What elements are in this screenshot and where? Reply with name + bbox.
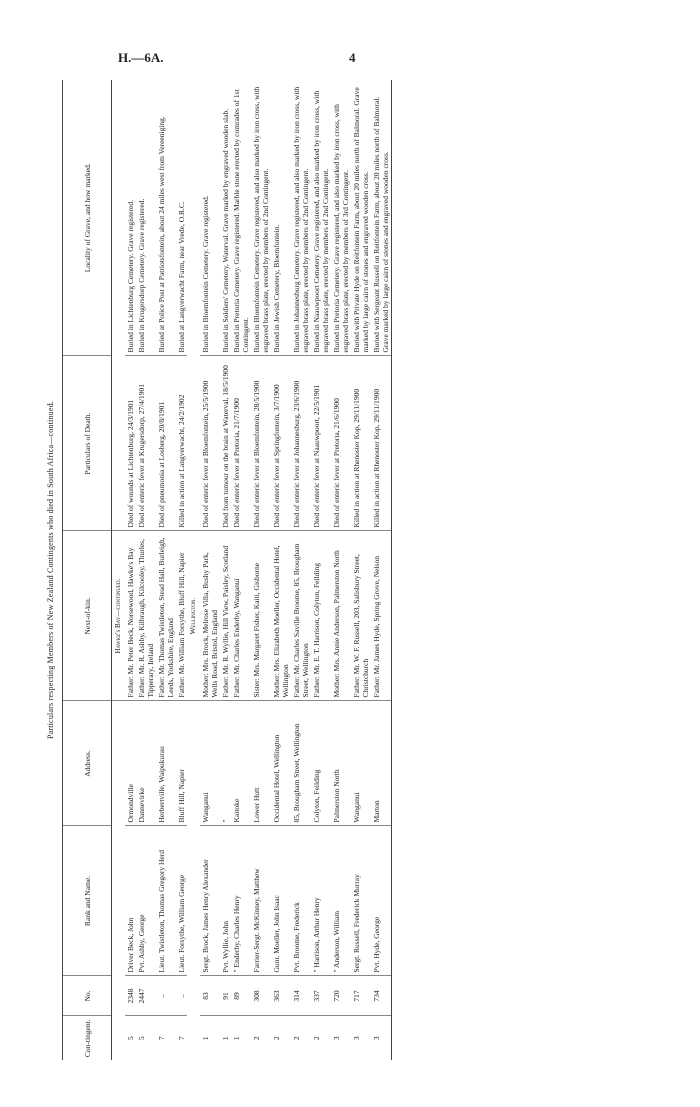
document-code: H.—6A. [118,50,164,65]
cell-no: .. [156,976,176,1016]
cell-grave: Buried in Pretoria Cemetery. Grave registered. Marble stone erected by comrades of 1st Contingent. [231,80,251,356]
col-address: Address. [63,701,112,826]
cell-no: 720 [331,976,351,1016]
cell-address: Occidental Hotel, Wellington [271,701,291,826]
cell-contingent: 1 [201,1036,210,1041]
cell-name: Pvt. Broome, Frederick [291,826,311,976]
table-row [176,80,187,1060]
cell-no: 363 [271,976,291,1016]
cell-address: Dannevirke [136,701,156,826]
cell-contingent: 5 [126,1036,135,1041]
cell-contingent: 7 [177,1036,186,1041]
cell-no: 308 [251,976,271,1016]
cell-address: Herbertville, Waipukurau [156,701,176,826]
cell-grave: Buried in Soldiers' Cemetery, Waterval. Grave marked by engraved wooden slab. [220,80,231,356]
cell-address: Kaitoke [231,701,251,826]
cell-kin: Father: Mr. R. Ashby, Kilbraugh, Kilcooley, Thurles, Tipperary, Ireland [136,531,156,701]
cell-address: Colyton, Feilding [311,701,331,826]
cell-contingent: 2 [312,1036,321,1041]
blank-cell [112,80,126,531]
cell-grave: Buried in Bloemfontein Cemetery. Grave registered, and also marked by iron cross, with engraved brass plate, erected by members of 2nd Contingent. [251,80,271,356]
col-particulars-death: Particulars of Death. [63,356,112,531]
table-row [136,80,156,1060]
table-row [156,80,176,1060]
cell-grave: Buried in Krugersdorp Cemetery. Grave registered. [136,80,156,356]
group-heading-row [187,80,200,1060]
cell-grave: Buried with Private Hyde on Reitfontein Farm, about 20 miles north of Balmoral. Grave marked by large cairn of stones and engraved wooden cross. [351,80,371,356]
table-row [220,80,231,1060]
cell-name: Sergt. Russell, Frederick Murray [351,826,371,976]
cell-no: 89 [231,976,251,1016]
cell-grave: Buried at Police Post at Patriotsfontein, about 24 miles west from Vereeniging. [156,80,176,356]
cell-contingent: 3 [352,1036,361,1041]
cell-address: Bluff Hill, Napier [176,701,187,826]
col-rank-name: Rank and Name. [63,826,112,976]
group-heading: Hawke's Bay—continued. [112,531,126,701]
blank-cell [187,80,200,531]
rotated-table-region [40,80,640,1060]
cell-no: 2348 [125,976,136,1016]
cell-grave: Buried in Bloemfontein Cemetery. Grave registered. [200,80,220,356]
blank-cell [112,701,126,1060]
cell-contingent: 2 [292,1036,301,1041]
cell-address: 85, Brougham Street, Wellington [291,701,311,826]
cell-grave: Buried with Sergeant Russell on Reitfontein Farm, about 20 miles north of Balmoral. Grave marked by large cairn of stones and engraved wooden cross. [371,80,392,356]
cell-contingent: 5 [137,1036,146,1041]
cell-grave: Buried in Lichtenburg Cemetery. Grave registered. [125,80,136,356]
cell-no: 2447 [136,976,156,1016]
cell-no: 314 [291,976,311,1016]
cell-address: Lower Hutt [251,701,271,826]
cell-kin: Father: Mr. Thomas Twistleton, Stead Hall, Burleigh, Leeds, Yorkshire, England [156,531,176,701]
cell-name: Driver Beck, John [125,826,136,976]
table-body [112,80,392,1060]
cell-contingent: 2 [272,1036,281,1041]
cell-no: 91 [220,976,231,1016]
cell-death: Died of enteric fever at Krugersdorp, 27/4/1901 [136,356,156,531]
cell-name: " Enderby, Charles Henry [231,826,251,976]
col-grave-locality: Locality of Grave, and how marked. [63,80,112,356]
cell-kin: Father: Mr. W. F. Russell, 203, Salisbury Street, Christchurch [351,531,371,701]
cell-name: Pvt. Hyde, George [371,826,392,976]
cell-name: Pvt. Ashby, George [136,826,156,976]
col-contingent: Con-tingent. [63,1016,112,1060]
table-row [231,80,251,1060]
cell-death: Died of enteric fever at Pretoria, 21/6/1900 [331,356,351,531]
cell-contingent: 7 [157,1036,166,1041]
cell-death: Died of wounds at Lichtenburg, 24/3/1901 [125,356,136,531]
cell-grave: Buried in Johannesburg Cemetery. Grave registered, and also marked by iron cross, with engraved brass plate, erected by members of 2nd Contingent. [291,80,311,356]
cell-kin: Mother: Mrs. Elizabeth Moeller, Occidental Hotel, Wellington [271,531,291,701]
cell-death: Died of enteric fever at Springfontein, 3/7/1900 [271,356,291,531]
cell-address: Wanganui [351,701,371,826]
table-row [311,80,331,1060]
cell-no: .. [176,976,187,1016]
cell-address: Wanganui [200,701,220,826]
cell-name: Lieut. Twistleton, Thomas Gregory Herd [156,826,176,976]
cell-death: Killed in action at Langverwacht, 24/2/1902 [176,356,187,531]
casualty-table [62,80,392,1060]
group-heading: Wellington. [187,531,200,701]
table-row [271,80,291,1060]
cell-kin: Father: Mr. R. Wyllie, Hill View, Paisley, Scotland [220,531,231,701]
cell-death: Died from tumour on the brain at Waterval, 18/5/1900 [220,356,231,531]
cell-contingent: 1 [232,1036,241,1041]
blank-cell [187,701,200,1060]
cell-name: Farrier-Sergt. McKinney, Matthew [251,826,271,976]
cell-kin: Mother: Mrs. Annie Anderson, Palmerston North [331,531,351,701]
cell-kin: Father: Mr. E. T. Harrison, Colyton, Feilding [311,531,331,701]
cell-grave: Buried at Langverwacht Farm, near Vrede, O.R.C. [176,80,187,356]
group-heading-row [112,80,126,1060]
col-no: No. [63,976,112,1016]
cell-death: Died of enteric fever at Pretoria, 21/7/1900 [231,356,251,531]
cell-contingent: 2 [252,1036,261,1041]
cell-death: Died of enteric fever at Bloemfontein, 25/5/1900 [200,356,220,531]
cell-contingent: 1 [221,1036,230,1041]
cell-address: " [220,701,231,826]
cell-grave: Buried in Pretoria Cemetery. Grave registered, and also marked by iron cross, with engraved brass plate, erected by members of 3rd Contingent. [331,80,351,356]
cell-no: 83 [200,976,220,1016]
cell-name: " Anderson, William [331,826,351,976]
cell-kin: Father: Mr. James Hyde, Spring Grove, Nelson [371,531,392,701]
cell-death: Killed in action at Rhenoster Kop, 29/11/1900 [371,356,392,531]
cell-address: Marton [371,701,392,826]
table-row [251,80,271,1060]
col-next-of-kin: Next-of-kin. [63,531,112,701]
cell-no: 717 [351,976,371,1016]
cell-name: Gunr. Moeller, John Isaac [271,826,291,976]
cell-name: " Harrison, Arthur Henry [311,826,331,976]
cell-name: Lieut. Forsythe, William George [176,826,187,976]
cell-kin: Father: Mr. Charles Saville Broome, 85, Brougham Street, Wellington [291,531,311,701]
cell-grave: Buried in Naauwpoort Cemetery. Grave registered, and also marked by iron cross, with engraved brass plate, erected by members of 2nd Contingent. [311,80,331,356]
cell-name: Sergt. Brock, James Henry Alexander [200,826,220,976]
page-number: 4 [349,50,356,65]
cell-grave: Buried in Jewish Cemetery, Bloemfontein. [271,80,291,356]
cell-contingent: 3 [332,1036,341,1041]
cell-no: 337 [311,976,331,1016]
table-title: Particulars respecting Members of New Zealand Contingents who died in South Africa—continued. [46,400,55,740]
cell-kin: Sister: Mrs. Margaret Fisher, Kaiti, Gisborne [251,531,271,701]
table-row [291,80,311,1060]
table-row [125,80,136,1060]
cell-name: Pvt. Wyllie, John [220,826,231,976]
cell-death: Killed in action at Rhenoster Kop, 29/11/1900 [351,356,371,531]
table-row [351,80,371,1060]
cell-kin: Mother: Mrs. Brock, Melrose Villa, Bushy Park, Wells Road, Bristol, England [200,531,220,701]
cell-address: Ormondville [125,701,136,826]
cell-kin: Father: Mr. William Forsythe, Bluff Hill, Napier [176,531,187,701]
cell-kin: Father: Mr. Peter Beck, Norsewood, Hawke's Bay [125,531,136,701]
cell-death: Died of enteric fever at Naauwpoort, 22/5/1901 [311,356,331,531]
table-row [200,80,220,1060]
cell-address: Palmerston North [331,701,351,826]
table-row [371,80,392,1060]
cell-contingent: 3 [371,1016,392,1060]
cell-death: Died of pneumonia at Losberg, 20/8/1901 [156,356,176,531]
cell-no: 734 [371,976,392,1016]
cell-kin: Father: Mr. Charles Enderby, Wanganui [231,531,251,701]
cell-death: Died of enteric fever at Bloemfontein, 28/5/1900 [251,356,271,531]
cell-death: Died of enteric fever at Johannesburg, 23/6/1900 [291,356,311,531]
table-row [331,80,351,1060]
table-header-row [63,80,112,1060]
